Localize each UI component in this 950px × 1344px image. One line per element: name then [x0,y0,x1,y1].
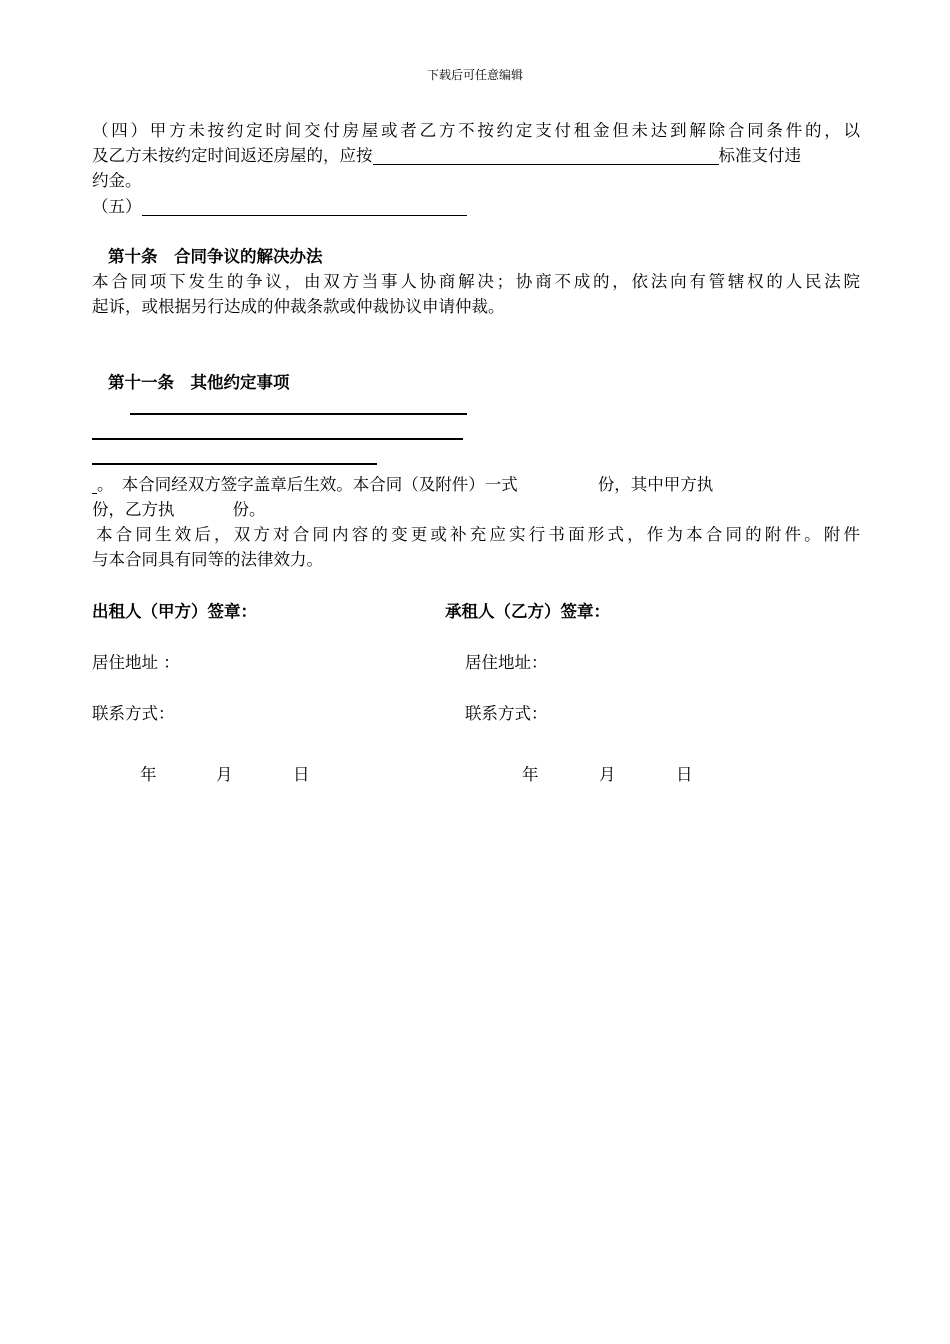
penalty-standard-blank[interactable] [373,146,719,165]
clause11-effect-b: 份，其中甲方执 [597,475,714,494]
lessee-date-day: 日 [676,765,693,784]
lessor-date-year: 年 [140,765,157,784]
clause11-heading: 第十一条 其他约定事项 [108,373,290,392]
clause10-line2: 起诉，或根据另行达成的仲裁条款或仲裁协议申请仲裁。 [92,297,505,316]
lessee-address-label: 居住地址： [465,653,548,672]
clause11-effect-line2 [92,497,266,522]
lessor-signature-label: 出租人（甲方）签章： [92,602,257,621]
clause10-line1: 本合同项下发生的争议，由双方当事人协商解决；协商不成的，依法向有管辖权的人民法院 [92,272,860,291]
clause9-item5-label: （五） [92,197,142,216]
lessee-date-month: 月 [599,765,616,784]
clause10-heading: 第十条 合同争议的解决办法 [108,247,323,266]
clause9-item4-line2-b: 标准支付违 [718,146,801,165]
lessee-contact-label: 联系方式： [465,704,548,723]
other-terms-blank-1[interactable] [130,413,467,415]
other-terms-blank-2[interactable] [92,438,463,440]
other-terms-blank-3[interactable] [92,463,377,465]
clause9-item4-line2 [92,143,860,168]
clause11-effect-line1 [92,472,860,497]
lessee-signature-label: 承租人（乙方）签章： [445,602,610,621]
clause11-effect-line2-a: 份，乙方执 [92,500,175,519]
lessor-date-day: 日 [293,765,310,784]
lessor-date-month: 月 [216,765,233,784]
item5-blank[interactable] [142,197,467,216]
clause11-effect-line2-b: 份。 [232,500,266,519]
clause9-item5 [92,194,467,219]
lessee-date-year: 年 [522,765,539,784]
lessor-address-label: 居住地址 ： [92,653,180,672]
clause9-item4-line2-a: 及乙方未按约定时间返还房屋的，应按 [92,146,373,165]
lessor-contact-label: 联系方式： [92,704,175,723]
clause9-item4-line1: （四）甲方未按约定时间交付房屋或者乙方不按约定支付租金但未达到解除合同条件的，以 [92,121,860,140]
clause11-amend-line2: 与本合同具有同等的法律效力。 [92,550,323,569]
clause11-amend-line1: 本合同生效后，双方对合同内容的变更或补充应实行书面形式，作为本合同的附件。附件 [96,525,860,544]
clause11-effect-a: 。 本合同经双方签字盖章后生效。本合同（及附件）一式 [97,475,518,494]
clause9-item4-line3: 约金。 [92,171,142,190]
header-note: 下载后可任意编辑 [426,68,523,82]
